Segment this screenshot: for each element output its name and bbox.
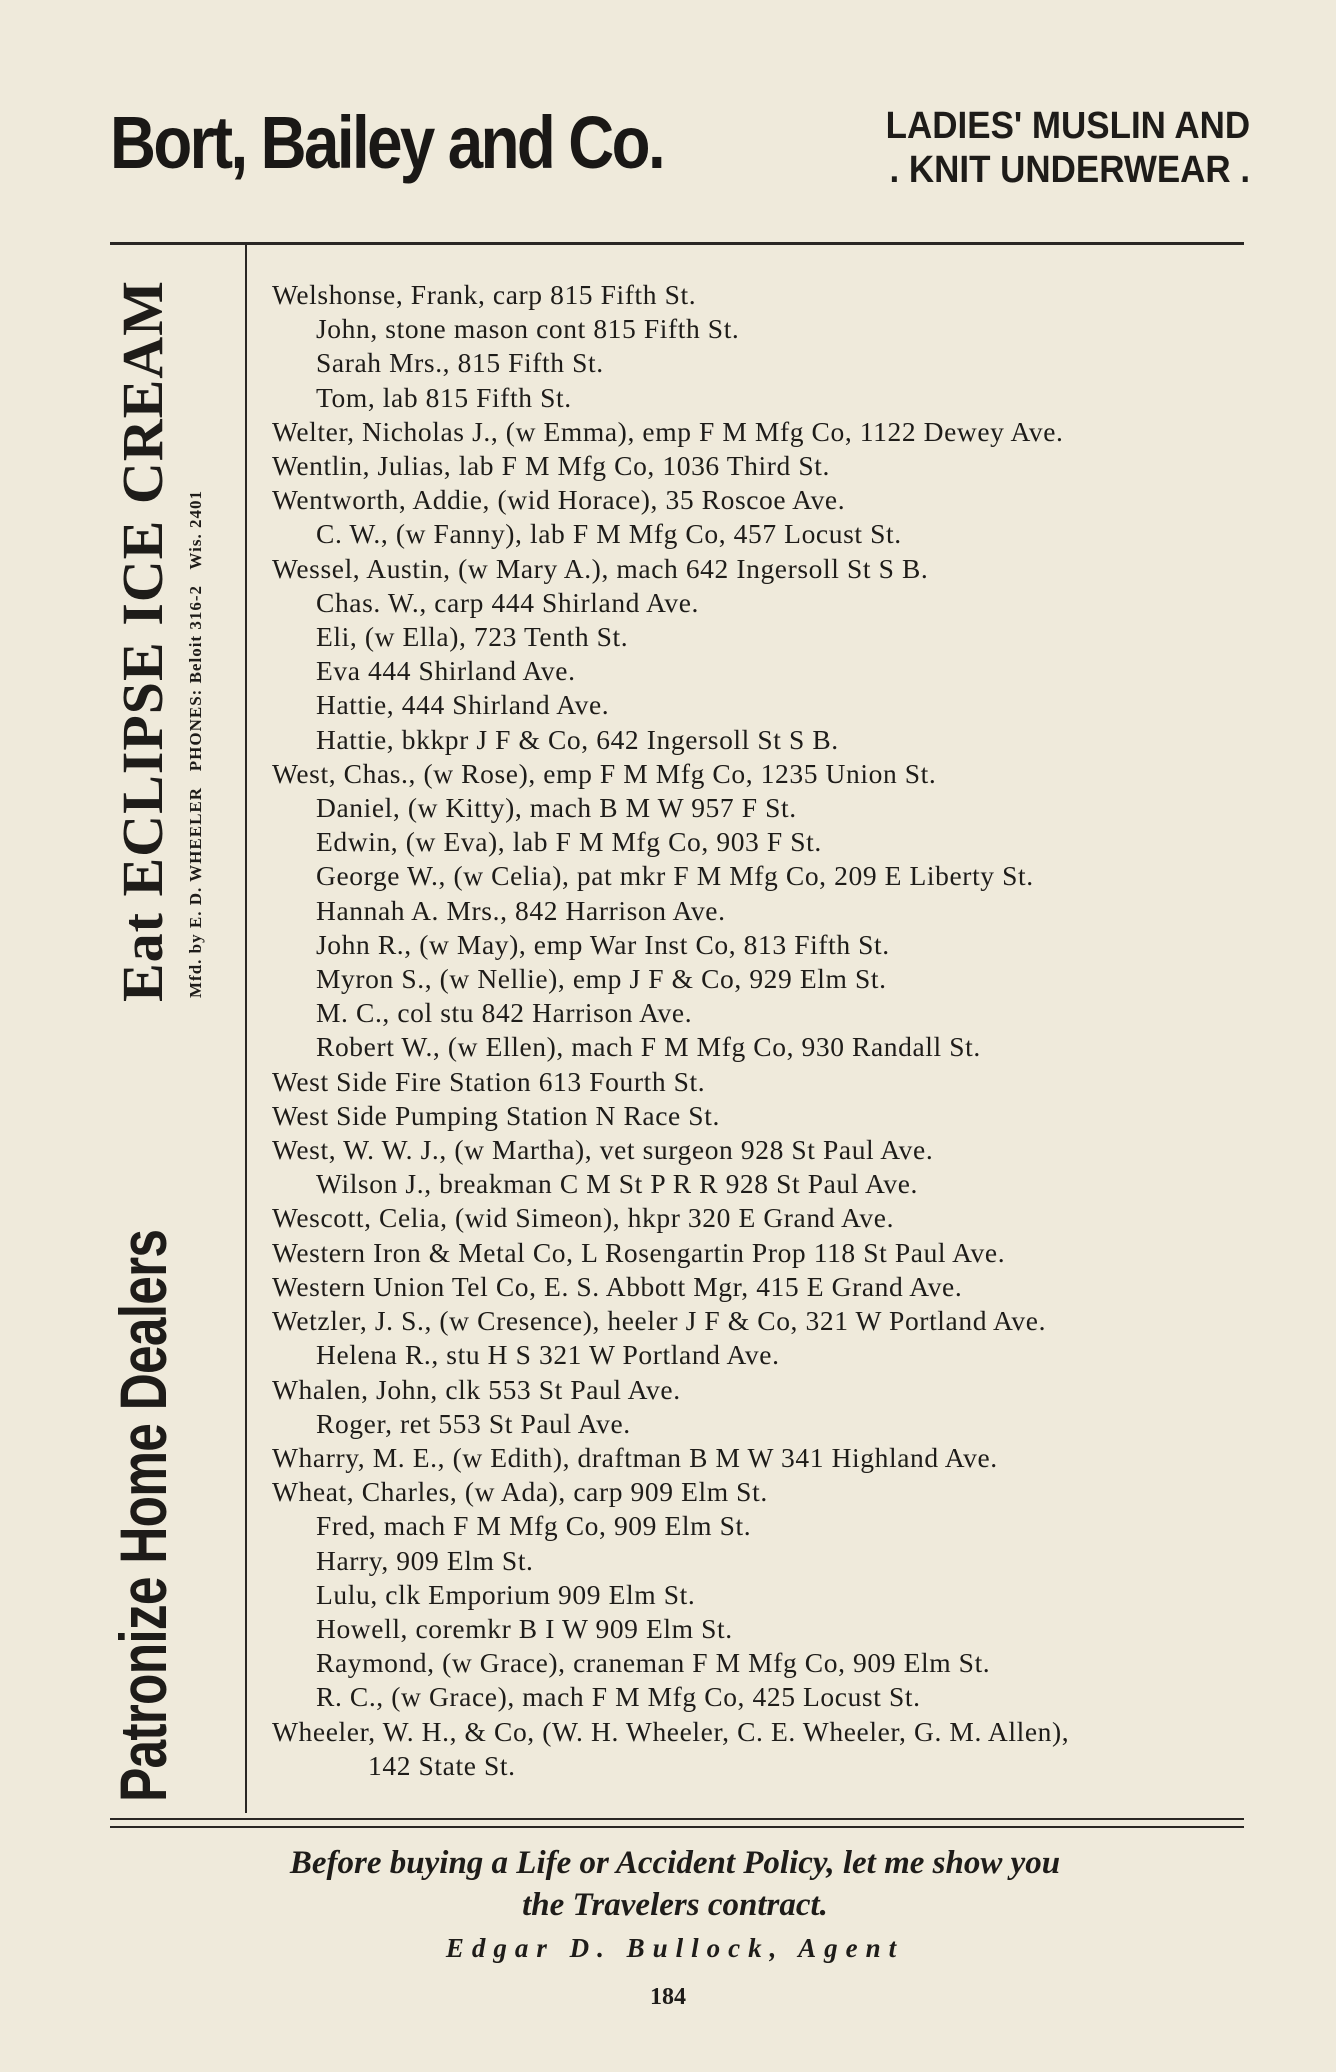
directory-entry: Howell, coremkr B I W 909 Elm St. <box>316 1612 733 1644</box>
directory-entry: Hattie, 444 Shirland Ave. <box>316 689 610 721</box>
directory-entry: West, W. W. J., (w Martha), vet surgeon 928 St Paul Ave. <box>272 1134 934 1166</box>
directory-entry: Eli, (w Ella), 723 Tenth St. <box>316 621 629 653</box>
directory-entry: Tom, lab 815 Fifth St. <box>316 381 572 413</box>
insurance-ad <box>100 1842 1250 1968</box>
directory-listing <box>272 278 1272 1783</box>
directory-entry: Fred, mach F M Mfg Co, 909 Elm St. <box>316 1510 752 1542</box>
directory-entry: Eva 444 Shirland Ave. <box>316 655 576 687</box>
sidebar-ice-cream: Eat ECLIPSE ICE CREAM <box>110 280 175 1002</box>
agent-name: Edgar D. Bullock, Agent <box>445 1933 905 1963</box>
bottom-rule-2 <box>110 1826 1244 1828</box>
company-name: Bort, Bailey and Co. <box>110 101 664 184</box>
directory-entry: Daniel, (w Kitty), mach B M W 957 F St. <box>316 792 797 824</box>
directory-entry: George W., (w Celia), pat mkr F M Mfg Co, 209 E Liberty St. <box>316 860 1034 892</box>
directory-entry: Roger, ret 553 St Paul Ave. <box>316 1407 631 1439</box>
directory-entry: Welter, Nicholas J., (w Emma), emp F M Mfg Co, 1122 Dewey Ave. <box>272 415 1064 447</box>
directory-entry: Sarah Mrs., 815 Fifth St. <box>316 347 604 379</box>
directory-entry: Whalen, John, clk 553 St Paul Ave. <box>272 1373 681 1405</box>
directory-entry: Myron S., (w Nellie), emp J F & Co, 929 Elm St. <box>316 963 887 995</box>
directory-entry: John, stone mason cont 815 Fifth St. <box>316 313 740 345</box>
directory-entry: 142 State St. <box>368 1749 516 1781</box>
directory-entry: Raymond, (w Grace), craneman F M Mfg Co, 909 Elm St. <box>316 1647 991 1679</box>
directory-entry: Wheat, Charles, (w Ada), carp 909 Elm St. <box>272 1476 768 1508</box>
directory-entry: Western Union Tel Co, E. S. Abbott Mgr, 415 E Grand Ave. <box>272 1270 963 1302</box>
directory-entry: Hattie, bkkpr J F & Co, 642 Ingersoll St S B. <box>316 723 839 755</box>
directory-entry: Helena R., stu H S 321 W Portland Ave. <box>316 1339 780 1371</box>
page-number: 184 <box>650 1984 686 2010</box>
directory-entry: Robert W., (w Ellen), mach F M Mfg Co, 930 Randall St. <box>316 1031 981 1063</box>
sidebar-maker: Mfd. by E. D. WHEELER PHONES: Beloit 316-2 Wis. 2401 <box>186 490 205 998</box>
tagline-line-2: . KNIT UNDERWEAR . <box>889 149 1250 191</box>
sidebar-ad <box>108 262 238 1806</box>
directory-entry: Wentlin, Julias, lab F M Mfg Co, 1036 Third St. <box>272 450 830 482</box>
directory-entry: M. C., col stu 842 Harrison Ave. <box>316 997 693 1029</box>
tagline-line-1: LADIES' MUSLIN AND <box>885 105 1250 147</box>
directory-entry: West, Chas., (w Rose), emp F M Mfg Co, 1235 Union St. <box>272 757 937 789</box>
directory-entry: Chas. W., carp 444 Shirland Ave. <box>316 586 700 618</box>
directory-entry: Wessel, Austin, (w Mary A.), mach 642 Ingersoll St S B. <box>272 552 929 584</box>
directory-entry: Wetzler, J. S., (w Cresence), heeler J F & Co, 321 W Portland Ave. <box>272 1305 1047 1337</box>
directory-entry: Wharry, M. E., (w Edith), draftman B M W 341 Highland Ave. <box>272 1441 998 1473</box>
header-tagline <box>886 104 1250 192</box>
bottom-rule-1 <box>110 1818 1244 1820</box>
ad-line-2: the Travelers contract. <box>522 1887 828 1923</box>
directory-entry: C. W., (w Fanny), lab F M Mfg Co, 457 Locust St. <box>316 518 902 550</box>
directory-entry: Edwin, (w Eva), lab F M Mfg Co, 903 F St. <box>316 826 822 858</box>
directory-entry: Welshonse, Frank, carp 815 Fifth St. <box>272 279 697 310</box>
directory-entry: West Side Pumping Station N Race St. <box>272 1099 720 1131</box>
directory-entry: Wilson J., breakman C M St P R R 928 St Paul Ave. <box>316 1168 918 1200</box>
sidebar-slogan: Patronize Home Dealers <box>106 1229 180 1802</box>
directory-entry: R. C., (w Grace), mach F M Mfg Co, 425 Locust St. <box>316 1681 921 1713</box>
directory-entry: Western Iron & Metal Co, L Rosengartin Prop 118 St Paul Ave. <box>272 1236 1006 1268</box>
directory-entry: Wescott, Celia, (wid Simeon), hkpr 320 E Grand Ave. <box>272 1202 895 1234</box>
directory-entry: John R., (w May), emp War Inst Co, 813 Fifth St. <box>316 928 890 960</box>
top-rule <box>110 242 1244 245</box>
directory-entry: Hannah A. Mrs., 842 Harrison Ave. <box>316 894 726 926</box>
directory-entry: Lulu, clk Emporium 909 Elm St. <box>316 1578 696 1610</box>
directory-entry: West Side Fire Station 613 Fourth St. <box>272 1065 706 1097</box>
page-header <box>110 100 1250 200</box>
directory-entry: Wentworth, Addie, (wid Horace), 35 Roscoe Ave. <box>272 484 846 516</box>
ad-line-1: Before buying a Life or Accident Policy, let me show you <box>289 1845 1061 1881</box>
directory-entry: Harry, 909 Elm St. <box>316 1544 534 1576</box>
directory-entry: Wheeler, W. H., & Co, (W. H. Wheeler, C. E. Wheeler, G. M. Allen), <box>272 1715 1070 1747</box>
sidebar-divider <box>245 245 247 1813</box>
